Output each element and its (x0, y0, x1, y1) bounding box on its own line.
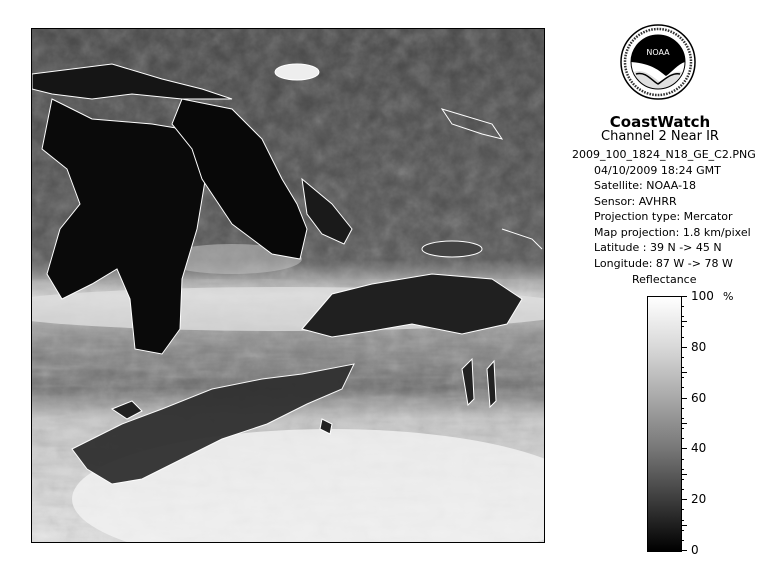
filename: 2009_100_1824_N18_GE_C2.PNG (572, 148, 756, 161)
colorbar-tick-label: 60 (691, 390, 707, 405)
colorbar-tick (681, 459, 684, 460)
latitude: Latitude : 39 N -> 45 N (594, 241, 722, 254)
page-title: CoastWatch (609, 113, 711, 131)
colorbar-tick (681, 489, 684, 490)
satellite-image-svg (32, 29, 544, 542)
colorbar-tick (681, 428, 684, 429)
colorbar-tick (681, 321, 687, 322)
colorbar-tick (681, 474, 687, 475)
colorbar-tick (681, 469, 684, 470)
scale-title: Reflectance (632, 273, 697, 286)
colorbar-tick-label: 40 (691, 441, 707, 456)
channel-subtitle: Channel 2 Near IR (601, 129, 719, 144)
colorbar-tick (681, 540, 684, 541)
sensor: Sensor: AVHRR (594, 194, 677, 208)
colorbar-tick (681, 357, 684, 358)
satellite: Satellite: NOAA-18 (594, 179, 697, 192)
colorbar-tick (681, 398, 687, 399)
scale-unit: % (723, 290, 734, 303)
colorbar-tick (681, 418, 684, 419)
colorbar-tick (681, 326, 684, 327)
projection-type: Projection type: Mercator (594, 210, 733, 223)
noaa-logo-icon (620, 24, 696, 100)
datetime: 04/10/2009 18:24 GMT (594, 163, 721, 177)
colorbar-tick (681, 479, 684, 480)
colorbar-tick (681, 372, 687, 373)
colorbar-tick (681, 367, 684, 368)
colorbar-tick (681, 316, 684, 317)
colorbar-tick (681, 499, 687, 500)
colorbar-tick (681, 337, 684, 338)
metadata-block (572, 147, 756, 271)
map-projection: Map projection: 1.8 km/pixel (594, 225, 751, 239)
colorbar-tick (681, 438, 684, 439)
colorbar-ticks (681, 289, 741, 557)
colorbar-tick (681, 377, 684, 378)
colorbar-tick-label: 80 (691, 339, 707, 354)
noaa-logo (620, 24, 696, 100)
colorbar-tick (681, 520, 684, 521)
reflectance-colorbar (647, 296, 682, 552)
colorbar-tick (681, 296, 687, 297)
colorbar-tick (681, 306, 684, 307)
colorbar-tick (681, 530, 684, 531)
colorbar-tick (681, 525, 687, 526)
colorbar-tick-label: 100 (691, 289, 714, 303)
colorbar-tick (681, 550, 687, 551)
satellite-image (31, 28, 545, 543)
colorbar-tick (681, 423, 687, 424)
svg-text:NOAA: NOAA (646, 48, 670, 57)
longitude: Longitude: 87 W -> 78 W (594, 256, 733, 270)
colorbar-tick (681, 408, 684, 409)
colorbar-tick-label: 0 (691, 543, 699, 557)
colorbar-tick (681, 509, 684, 510)
colorbar-tick (681, 448, 687, 449)
colorbar-tick (681, 387, 684, 388)
colorbar-tick (681, 347, 687, 348)
colorbar-tick-label: 20 (691, 492, 707, 507)
